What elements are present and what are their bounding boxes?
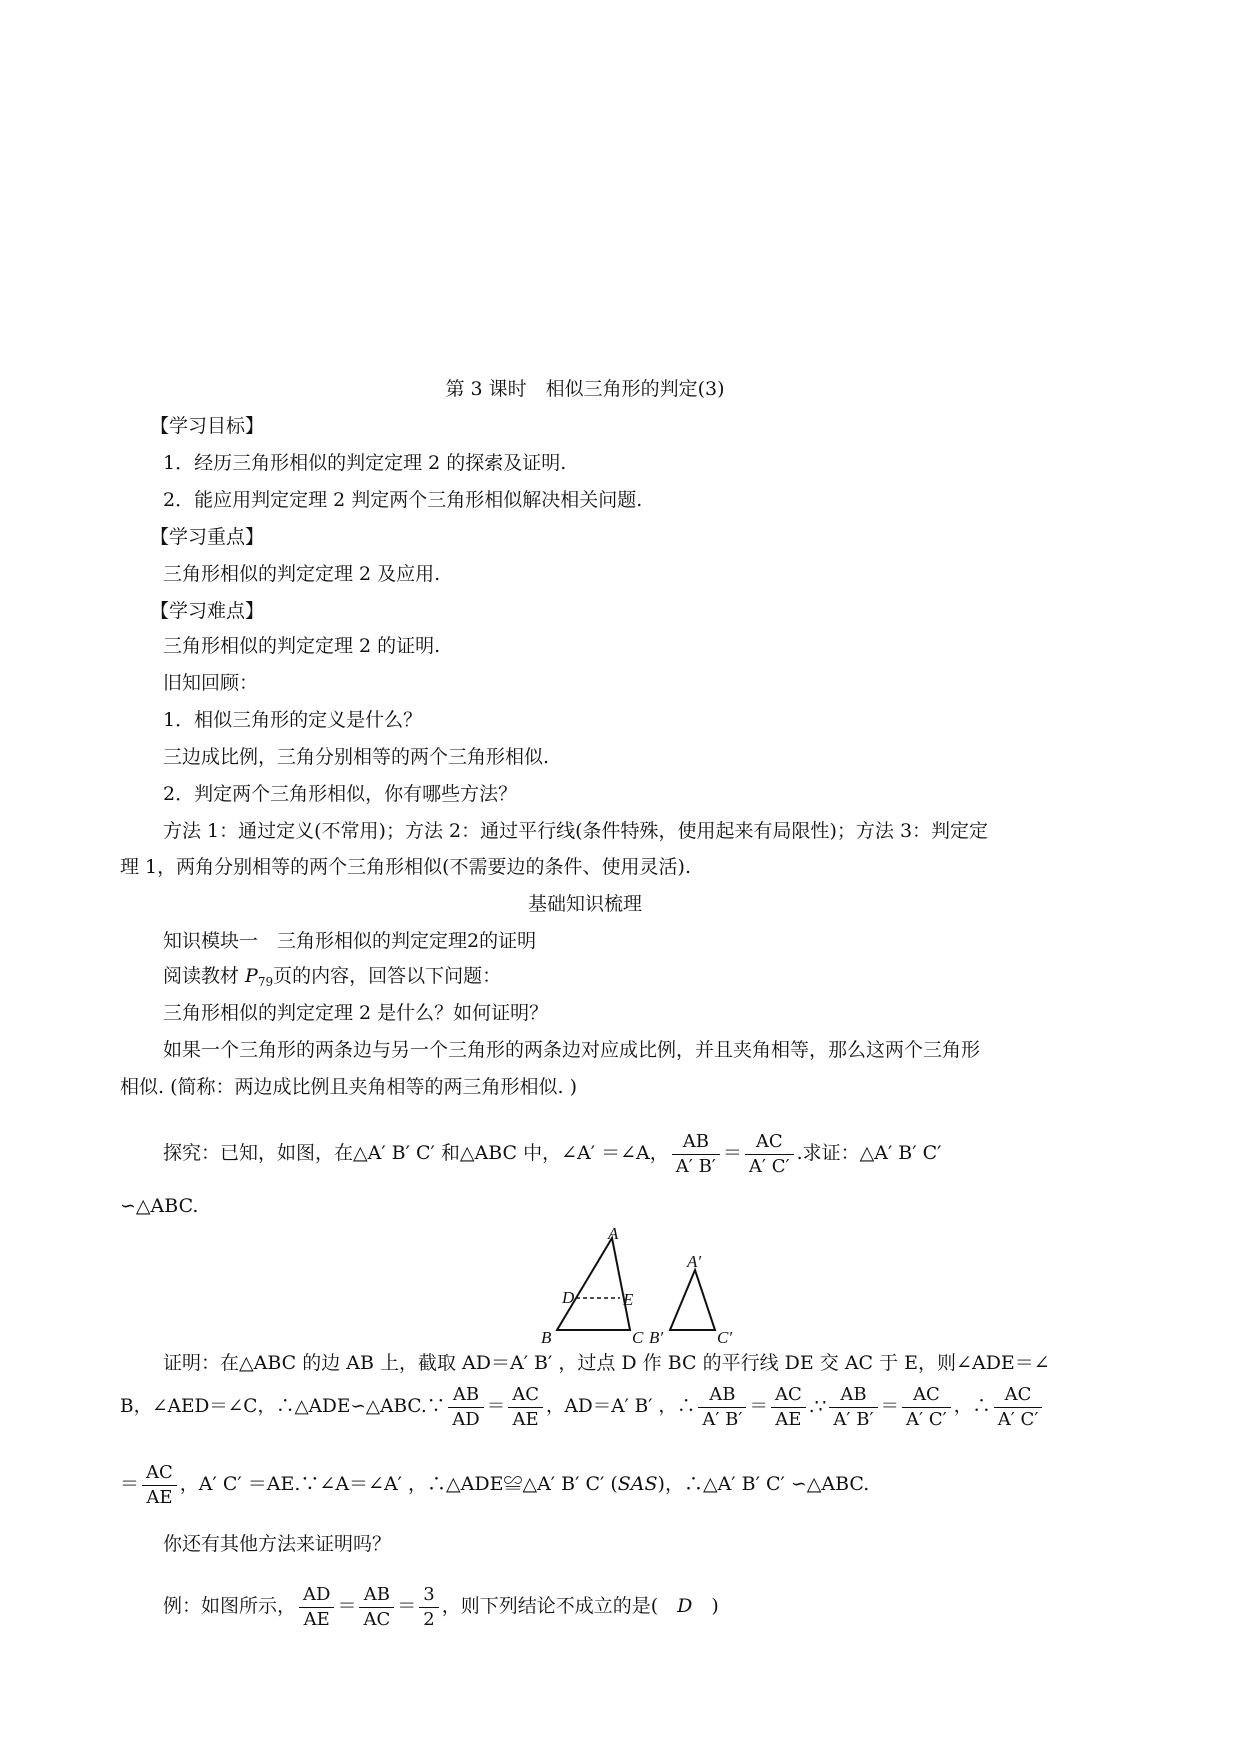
numerator: AC bbox=[902, 1383, 951, 1408]
key-text: 三角形相似的判定定理 2 及应用. bbox=[163, 563, 441, 585]
equals-sign: ＝ bbox=[486, 1396, 506, 1417]
numerator: AC bbox=[142, 1461, 177, 1486]
label-a: A bbox=[608, 1228, 619, 1243]
numerator: 3 bbox=[419, 1583, 438, 1608]
fraction bbox=[672, 1130, 720, 1179]
label-b: B bbox=[541, 1328, 552, 1347]
key-header: 【学习重点】 bbox=[150, 526, 265, 548]
example-line bbox=[163, 1576, 719, 1636]
review-answer-2-line2: 理 1，两角分别相等的两个三角形相似(不需要边的条件、使用灵活). bbox=[120, 856, 691, 878]
triangle-a2b2c2 bbox=[670, 1270, 715, 1330]
proof-line2 bbox=[120, 1377, 1045, 1437]
numerator: AB bbox=[359, 1583, 394, 1608]
denominator: AE bbox=[775, 1408, 802, 1430]
fraction bbox=[745, 1130, 794, 1179]
denominator: AD bbox=[452, 1408, 480, 1430]
example-text: ，则下列结论不成立的是( bbox=[441, 1595, 678, 1617]
denominator: A′ C′ bbox=[906, 1408, 947, 1430]
theorem-statement-line2: 相似. (简称：两边成比例且夹角相等的两三角形相似. ) bbox=[120, 1076, 577, 1098]
fraction bbox=[771, 1383, 806, 1432]
proof-line3 bbox=[120, 1454, 869, 1514]
numerator: AB bbox=[448, 1383, 483, 1408]
review-question-1: 1．相似三角形的定义是什么？ bbox=[163, 709, 423, 731]
explore-line bbox=[163, 1123, 941, 1183]
example-answer: D bbox=[677, 1595, 693, 1617]
numerator: AC bbox=[508, 1383, 543, 1408]
fraction bbox=[299, 1583, 334, 1632]
denominator: AE bbox=[303, 1608, 330, 1630]
denominator: 2 bbox=[423, 1608, 435, 1630]
proof-text: ，AD＝A′ B′ ，∴ bbox=[546, 1396, 696, 1417]
page-title: 第 3 课时 相似三角形的判定(3) bbox=[445, 378, 725, 400]
numerator: AB bbox=[672, 1130, 720, 1155]
label-b-prime: B′ bbox=[649, 1328, 664, 1347]
review-answer-2-line1: 方法 1：通过定义(不常用)；方法 2：通过平行线(条件特殊，使用起来有局限性)；方法 3：判定定 bbox=[163, 820, 989, 842]
equals-sign: ＝ bbox=[397, 1595, 417, 1617]
denominator: A′ C′ bbox=[748, 1155, 790, 1177]
numerator: AC bbox=[771, 1383, 806, 1408]
difficulty-header: 【学习难点】 bbox=[150, 600, 265, 622]
denominator: AC bbox=[363, 1608, 391, 1630]
label-e: E bbox=[623, 1290, 634, 1309]
fraction bbox=[698, 1383, 746, 1432]
equals-sign: ＝ bbox=[880, 1396, 900, 1417]
denominator: A′ B′ bbox=[833, 1408, 874, 1430]
example-text: 例：如图所示， bbox=[163, 1595, 297, 1617]
explore-text: 探究：已知，如图，在△A′ B′ C′ 和△ABC 中，∠A′ ＝∠A， bbox=[163, 1142, 669, 1164]
sas-abbr: SAS bbox=[617, 1473, 658, 1495]
example-text: ) bbox=[692, 1595, 719, 1617]
review-question-2: 2．判定两个三角形相似，你有哪些方法？ bbox=[163, 783, 518, 805]
label-c: C bbox=[632, 1328, 644, 1347]
fraction bbox=[829, 1383, 877, 1432]
equals-sign: ＝ bbox=[120, 1473, 140, 1495]
goals-header: 【学习目标】 bbox=[150, 415, 265, 437]
equals-sign: ＝ bbox=[722, 1142, 742, 1164]
equals-sign: ＝ bbox=[749, 1396, 768, 1417]
fraction bbox=[902, 1383, 951, 1432]
explore-text: .求证：△A′ B′ C′ bbox=[796, 1142, 942, 1164]
reading-page-number: 79 bbox=[257, 975, 274, 989]
proof-line1: 证明：在△ABC 的边 AB 上，截取 AD＝A′ B′ ，过点 D 作 BC 的平行线 DE 交 AC 于 E，则∠ADE＝∠ bbox=[163, 1352, 1050, 1374]
proof-text: ，∴ bbox=[953, 1396, 991, 1417]
goal-item: 2．能应用判定定理 2 判定两个三角形相似解决相关问题. bbox=[163, 489, 643, 511]
label-c-prime: C′ bbox=[717, 1328, 733, 1347]
equals-sign: ＝ bbox=[337, 1595, 357, 1617]
theorem-question: 三角形相似的判定定理 2 是什么？如何证明？ bbox=[163, 1002, 549, 1024]
fraction bbox=[994, 1383, 1043, 1432]
reading-pre: 阅读教材 bbox=[163, 965, 246, 987]
triangle-figure bbox=[535, 1228, 765, 1348]
review-label: 旧知回顾： bbox=[163, 672, 259, 694]
denominator: AE bbox=[512, 1408, 539, 1430]
proof-text: )，∴△A′ B′ C′ ∽△ABC. bbox=[657, 1473, 870, 1495]
other-method-question: 你还有其他方法来证明吗？ bbox=[163, 1533, 392, 1555]
section-title: 基础知识梳理 bbox=[527, 893, 642, 915]
difficulty-text: 三角形相似的判定定理 2 的证明. bbox=[163, 635, 441, 657]
module-heading: 知识模块一 三角形相似的判定定理2的证明 bbox=[163, 930, 537, 952]
denominator: A′ B′ bbox=[702, 1408, 743, 1430]
theorem-statement-line1: 如果一个三角形的两条边与另一个三角形的两条边对应成比例，并且夹角相等，那么这两个三角形 bbox=[163, 1039, 981, 1061]
proof-text: .∵ bbox=[808, 1396, 827, 1417]
fraction bbox=[359, 1583, 394, 1632]
fraction bbox=[508, 1383, 543, 1432]
triangle-abc bbox=[557, 1238, 630, 1330]
proof-text: ，A′ C′ ＝AE.∵∠A＝∠A′ ，∴△ADE≌△A′ B′ C′ ( bbox=[179, 1473, 618, 1495]
denominator: AE bbox=[146, 1486, 173, 1508]
fraction bbox=[419, 1583, 438, 1632]
fraction bbox=[448, 1383, 483, 1432]
label-d: D bbox=[562, 1288, 575, 1307]
denominator: A′ C′ bbox=[997, 1408, 1039, 1430]
numerator: AB bbox=[698, 1383, 746, 1408]
fraction bbox=[142, 1461, 177, 1510]
denominator: A′ B′ bbox=[675, 1155, 716, 1177]
reading-page: P bbox=[245, 965, 258, 987]
explore-conclusion: ∽△ABC. bbox=[120, 1195, 199, 1217]
numerator: AC bbox=[994, 1383, 1043, 1408]
label-a-prime: A′ bbox=[687, 1252, 702, 1271]
numerator: AD bbox=[299, 1583, 334, 1608]
numerator: AB bbox=[829, 1383, 877, 1408]
review-answer-1: 三边成比例，三角分别相等的两个三角形相似. bbox=[163, 746, 550, 768]
reading-post: 页的内容，回答以下问题： bbox=[273, 965, 502, 987]
reading-instruction bbox=[163, 963, 501, 995]
numerator: AC bbox=[745, 1130, 794, 1155]
proof-text: B，∠AED＝∠C，∴△ADE∽△ABC.∵ bbox=[120, 1396, 446, 1417]
goal-item: 1．经历三角形相似的判定定理 2 的探索及证明. bbox=[163, 452, 567, 474]
